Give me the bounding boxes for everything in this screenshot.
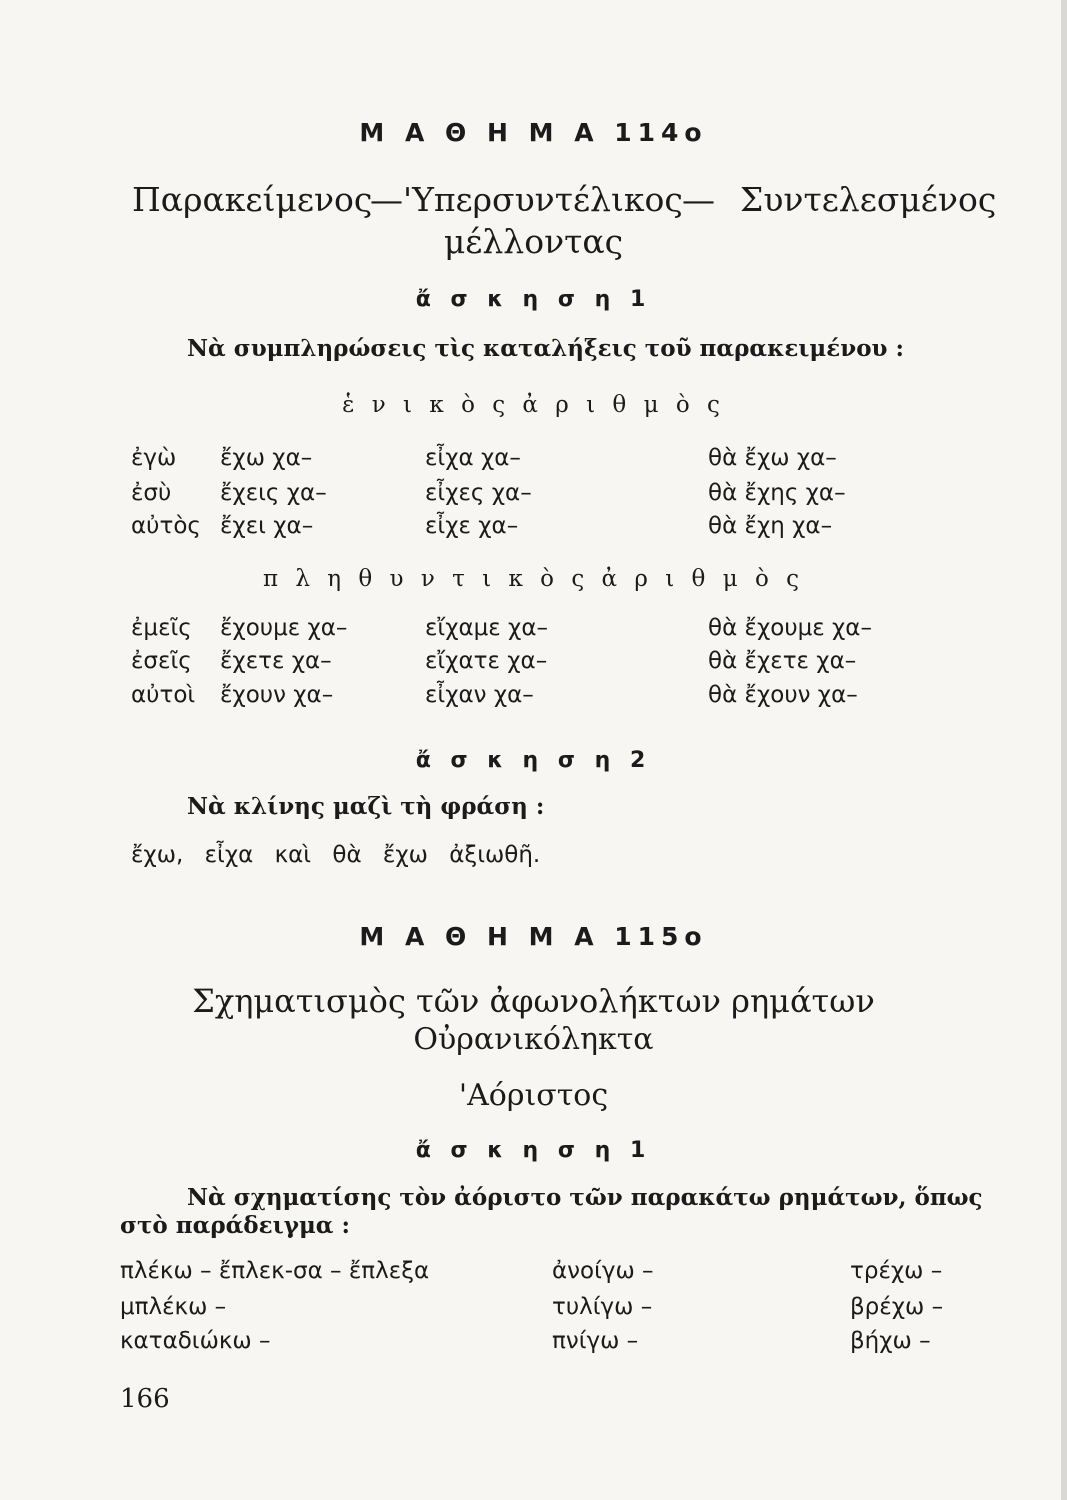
pluperfect-cell: εἶχαν χα– xyxy=(425,682,534,708)
page-number: 166 xyxy=(120,1384,170,1414)
heading-perfect: Παρακείμενος xyxy=(132,180,373,219)
lesson-114-title: Μ Α Θ Η Μ Α 114ο xyxy=(359,118,708,147)
singular-label: ἑ ν ι κ ὸ ς ἀ ρ ι θ μ ὸ ς xyxy=(342,392,725,418)
lesson-115-heading: Σχηματισμὸς τῶν ἀφωνολήκτων ρημάτων xyxy=(192,982,875,1020)
phrase-text: ἔχω, εἶχα καὶ θὰ ἔχω ἀξιωθῆ. xyxy=(131,842,541,868)
verb-item: πνίγω – xyxy=(552,1328,639,1354)
perfect-cell: ἔχω χα– xyxy=(220,445,313,471)
heading-future-perfect: Συντελεσμένος xyxy=(740,180,997,219)
verb-item: τρέχω – xyxy=(850,1258,943,1284)
lesson-115-title: Μ Α Θ Η Μ Α 115ο xyxy=(359,922,708,951)
pluperfect-cell: εἶχα χα– xyxy=(425,445,521,471)
future-perfect-cell: θὰ ἔχουμε χα– xyxy=(708,615,872,641)
perfect-cell: ἔχουν χα– xyxy=(220,682,334,708)
exercise-instruction: Νὰ κλίνης μαζὶ τὴ φράση : xyxy=(187,793,545,820)
exercise-instruction: Νὰ συμπληρώσεις τὶς καταλήξεις τοῦ παρακειμένου : xyxy=(187,335,904,362)
verb-item: βρέχω – xyxy=(850,1294,944,1320)
future-perfect-cell: θὰ ἔχη χα– xyxy=(708,513,833,539)
verb-example: πλέκω – ἔπλεκ-σα – ἔπλεξα xyxy=(120,1258,430,1284)
heading-future: μέλλοντας xyxy=(443,222,624,261)
heading-pluperfect: —'Υπερσυντέλικος xyxy=(370,180,683,219)
verb-item: τυλίγω – xyxy=(552,1294,653,1320)
pronoun-cell: ἐσὺ xyxy=(131,480,172,506)
perfect-cell: ἔχετε χα– xyxy=(220,648,332,674)
exercise-instruction-cont: στὸ παράδειγμα : xyxy=(120,1212,350,1239)
aorist-heading: 'Αόριστος xyxy=(458,1078,609,1113)
perfect-cell: ἔχουμε χα– xyxy=(220,615,348,641)
verb-item: βήχω – xyxy=(850,1328,931,1354)
future-perfect-cell: θὰ ἔχης χα– xyxy=(708,480,846,506)
pluperfect-cell: εἶχες χα– xyxy=(425,480,532,506)
future-perfect-cell: θὰ ἔχω χα– xyxy=(708,445,837,471)
heading-dash: — xyxy=(682,180,715,219)
exercise-label: ἄ σ κ η σ η 2 xyxy=(415,748,652,773)
verb-item: μπλέκω – xyxy=(120,1294,227,1320)
pluperfect-cell: εἴχατε χα– xyxy=(425,648,548,674)
future-perfect-cell: θὰ ἔχετε χα– xyxy=(708,648,857,674)
exercise-instruction: Νὰ σχηματίσης τὸν ἀόριστο τῶν παρακάτω ρημάτων, ὅπως xyxy=(187,1184,983,1211)
verb-item: ἀνοίγω – xyxy=(552,1258,654,1284)
pronoun-cell: αὐτὸς xyxy=(131,513,201,539)
perfect-cell: ἔχει χα– xyxy=(220,513,314,539)
pluperfect-cell: εἶχε χα– xyxy=(425,513,519,539)
plural-label: π λ η θ υ ν τ ι κ ὸ ς ἀ ρ ι θ μ ὸ ς xyxy=(262,566,804,592)
exercise-label: ἄ σ κ η σ η 1 xyxy=(415,1138,652,1163)
pronoun-cell: ἐγὼ xyxy=(131,445,177,471)
future-perfect-cell: θὰ ἔχουν χα– xyxy=(708,682,858,708)
pluperfect-cell: εἴχαμε χα– xyxy=(425,615,548,641)
pronoun-cell: ἐσεῖς xyxy=(131,648,192,674)
lesson-115-subheading: Οὐρανικόληκτα xyxy=(413,1022,654,1057)
verb-item: καταδιώκω – xyxy=(120,1328,271,1354)
pronoun-cell: ἐμεῖς xyxy=(131,615,192,641)
exercise-label: ἄ σ κ η σ η 1 xyxy=(415,287,652,312)
pronoun-cell: αὐτοὶ xyxy=(131,682,196,708)
perfect-cell: ἔχεις χα– xyxy=(220,480,327,506)
